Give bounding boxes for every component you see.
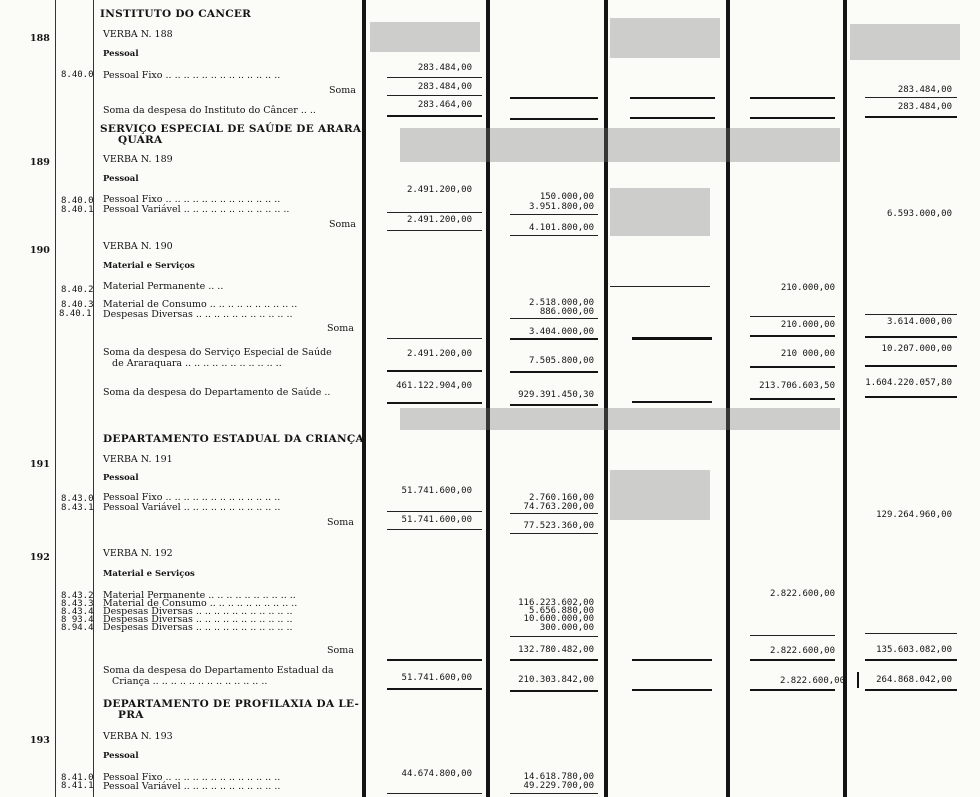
- scan-noise: [850, 24, 960, 60]
- item-value: 5.656.880,00: [528, 606, 594, 616]
- item-value: 116.223.602,00: [518, 598, 594, 608]
- rule: [510, 404, 598, 406]
- category-label: Pessoal: [103, 49, 139, 59]
- item-code: 8.43.3: [61, 599, 94, 609]
- soma-value: 2.822.600,00: [769, 646, 835, 656]
- item-code: 8.43.2: [61, 591, 94, 601]
- section-title-continued: PRA: [118, 709, 144, 721]
- scan-noise: [370, 22, 480, 52]
- verba-number: 189: [30, 157, 50, 168]
- rule: [750, 689, 835, 691]
- verba-label: VERBA N. 190: [103, 241, 173, 252]
- rule: [865, 314, 957, 315]
- rule: [510, 318, 598, 319]
- item-label: Pessoal Fixo .. .. .. .. .. .. .. .. .. .. .. .. ..: [103, 70, 281, 81]
- department-grand-total: 1.604.220.057,80: [865, 378, 952, 388]
- section-total-label: Soma da despesa do Serviço Especial de Saúde: [103, 347, 332, 358]
- rule: [632, 659, 712, 661]
- section-total-value: 51.741.600,00: [401, 673, 472, 683]
- item-code: 8.40.3: [61, 300, 94, 310]
- section-total-label: Soma da despesa do Departamento Estadual da: [103, 665, 334, 676]
- item-value: 210.000,00: [780, 283, 835, 293]
- soma-label: Soma: [327, 645, 354, 656]
- department-total-label: Soma da despesa do Departamento de Saúde ..: [103, 387, 331, 398]
- rule: [750, 117, 835, 119]
- soma-value: 283.484,00: [417, 82, 472, 92]
- verba-number: 193: [30, 735, 50, 746]
- item-label: Pessoal Variável .. .. .. .. .. .. .. .. .. .. ..: [103, 502, 281, 513]
- rule: [510, 118, 598, 120]
- code-column-rule: [55, 0, 56, 797]
- rule: [865, 97, 957, 98]
- item-value: 300.000,00: [539, 623, 594, 633]
- item-label: Despesas Diversas .. .. .. .. .. .. .. .. .. .. ..: [103, 614, 293, 625]
- verba-label: VERBA N. 191: [103, 454, 173, 465]
- department-total-value: 461.122.904,00: [396, 381, 472, 391]
- section-total-label-continued: Criança .. .. .. .. .. .. .. .. .. .. .. .. ..: [112, 676, 268, 687]
- item-label: Pessoal Variável .. .. .. .. .. .. .. .. .. .. ..: [103, 781, 281, 792]
- rule: [865, 396, 957, 398]
- item-value: 2.491.200,00: [406, 185, 472, 195]
- rule: [630, 97, 715, 99]
- item-value: 283.484,00: [417, 63, 472, 73]
- item-value: 886.000,00: [539, 307, 594, 317]
- section-total-value: 7.505.800,00: [528, 356, 594, 366]
- item-label: Pessoal Variável .. .. .. .. .. .. .. .. .. .. .. ..: [103, 204, 290, 215]
- rule: [610, 286, 710, 287]
- item-code: 8.40.1: [61, 205, 94, 215]
- rule: [510, 97, 598, 99]
- rule: [750, 398, 835, 400]
- rule: [387, 529, 482, 530]
- item-code: 8 93.4: [61, 615, 94, 625]
- category-label: Material e Serviços: [103, 569, 195, 579]
- item-value: 2.518.000,00: [528, 298, 594, 308]
- item-label: Material Permanente .. .. .. .. .. .. .. .. .. ..: [103, 590, 296, 601]
- verba-number: 192: [30, 552, 50, 563]
- rule: [387, 338, 482, 339]
- section-total-value: 2.491.200,00: [406, 349, 472, 359]
- verba-number: 190: [30, 245, 50, 256]
- verba-label: VERBA N. 192: [103, 548, 173, 559]
- rule: [510, 371, 598, 373]
- item-value: 44.674.800,00: [401, 769, 472, 779]
- item-code: 8.41.0: [61, 773, 94, 783]
- verba-number: 188: [30, 33, 50, 44]
- item-label: Despesas Diversas .. .. .. .. .. .. .. .. .. .. ..: [103, 309, 293, 320]
- item-value: 51.741.600,00: [401, 486, 472, 496]
- rule: [387, 115, 482, 117]
- rule: [865, 336, 957, 338]
- rule: [387, 511, 482, 512]
- item-label: Despesas Diversas .. .. .. .. .. .. .. .. .. .. ..: [103, 622, 293, 633]
- section-title-continued: QUARA: [118, 134, 163, 146]
- section-total-value: 210.303.842,00: [518, 675, 594, 685]
- soma-value: 51.741.600,00: [401, 515, 472, 525]
- item-label: Pessoal Fixo .. .. .. .. .. .. .. .. .. .. .. .. ..: [103, 772, 281, 783]
- item-label: Pessoal Fixo .. .. .. .. .. .. .. .. .. .. .. .. ..: [103, 194, 281, 205]
- item-value: 10.600.000,00: [523, 614, 594, 624]
- rule: [387, 230, 482, 231]
- section-grand-total: 264.868.042,00: [876, 675, 952, 685]
- section-total-label: Soma da despesa do Instituto do Câncer .. ..: [103, 105, 316, 116]
- rule: [750, 97, 835, 99]
- scan-noise: [610, 18, 720, 58]
- verba-label: VERBA N. 189: [103, 154, 173, 165]
- rule: [750, 366, 835, 368]
- rule: [387, 77, 482, 78]
- rule: [865, 633, 957, 634]
- rule: [387, 95, 482, 96]
- soma-value: 132.780.482,00: [518, 645, 594, 655]
- scan-noise: [610, 470, 710, 520]
- soma-total-value: 129.264.960,00: [876, 510, 952, 520]
- item-code: 8.43.1: [61, 503, 94, 513]
- section-grand-total: 10.207.000,00: [881, 344, 952, 354]
- rule: [632, 689, 712, 691]
- item-code: 8.40.2: [61, 285, 94, 295]
- item-value: 3.951.800,00: [528, 202, 594, 212]
- soma-label: Soma: [327, 517, 354, 528]
- soma-label: Soma: [329, 219, 356, 230]
- item-label: Material Permanente .. ..: [103, 281, 224, 292]
- item-code: 8.40.0: [61, 70, 94, 80]
- item-label: Material de Consumo .. .. .. .. .. .. .. .. .. ..: [103, 299, 298, 310]
- rule: [510, 793, 598, 794]
- column-rule-3: [604, 0, 608, 797]
- rule: [510, 690, 598, 692]
- soma-label: Soma: [327, 323, 354, 334]
- section-title: SERVIÇO ESPECIAL DE SAÚDE DE ARARA-: [100, 123, 367, 135]
- item-label: Despesas Diversas .. .. .. .. .. .. .. .. .. .. ..: [103, 606, 293, 617]
- scan-noise: [400, 408, 840, 430]
- rule: [387, 402, 482, 404]
- soma-value: 77.523.360,00: [523, 521, 594, 531]
- rule: [387, 793, 482, 794]
- item-value: 2.822.600,00: [769, 589, 835, 599]
- item-code: 8.41.1: [61, 781, 94, 791]
- section-grand-total: 283.484,00: [897, 102, 952, 112]
- rule: [865, 365, 957, 367]
- rule: [632, 401, 712, 403]
- item-value: 150.000,00: [539, 192, 594, 202]
- rule: [865, 659, 957, 661]
- rule: [865, 689, 957, 691]
- section-title: INSTITUTO DO CANCER: [100, 8, 252, 20]
- section-total-value: 2.822.600,00: [779, 676, 845, 686]
- rule: [630, 117, 715, 119]
- rule: [750, 335, 835, 337]
- item-code: 8.40.1: [59, 309, 92, 319]
- rule: [510, 636, 598, 637]
- section-total-value: 283.464,00: [417, 100, 472, 110]
- rule: [510, 338, 598, 340]
- soma-value: 210.000,00: [780, 320, 835, 330]
- rule: [750, 635, 835, 636]
- rule: [387, 659, 482, 661]
- rule: [510, 533, 598, 534]
- soma-value: 2.491.200,00: [406, 215, 472, 225]
- item-code: 8.40.0: [61, 196, 94, 206]
- scan-noise: [400, 128, 840, 162]
- rule: [632, 337, 712, 340]
- item-code: 8.43.4: [61, 607, 94, 617]
- rule: [510, 214, 598, 215]
- section-total-label-continued: de Araraquara .. .. .. .. .. .. .. .. .. .. ..: [112, 358, 282, 369]
- rule: [510, 235, 598, 236]
- soma-value: 3.404.000,00: [528, 327, 594, 337]
- rule: [750, 659, 835, 661]
- rule: [510, 659, 598, 661]
- item-label: Pessoal Fixo .. .. .. .. .. .. .. .. .. .. .. .. ..: [103, 492, 281, 503]
- category-label: Material e Serviços: [103, 261, 195, 271]
- section-title: DEPARTAMENTO ESTADUAL DA CRIANÇA: [103, 433, 364, 445]
- category-label: Pessoal: [103, 751, 139, 761]
- department-total-value: 213.706.603,50: [759, 381, 835, 391]
- item-label: Material de Consumo .. .. .. .. .. .. .. .. .. ..: [103, 598, 298, 609]
- soma-total-value: 283.484,00: [897, 85, 952, 95]
- verba-label: VERBA N. 193: [103, 731, 173, 742]
- category-label: Pessoal: [103, 473, 139, 483]
- item-code: 8.94.4: [61, 623, 94, 633]
- soma-total-value: 6.593.000,00: [886, 209, 952, 219]
- item-value: 14.618.780,00: [523, 772, 594, 782]
- soma-label: Soma: [329, 85, 356, 96]
- description-column-rule: [93, 0, 94, 797]
- item-code: 8.43.0: [61, 494, 94, 504]
- verba-label: VERBA N. 188: [103, 29, 173, 40]
- soma-total-value: 135.603.082,00: [876, 645, 952, 655]
- rule: [387, 212, 482, 213]
- rule: [865, 116, 957, 118]
- scan-noise: [610, 188, 710, 236]
- rule: [387, 370, 482, 372]
- section-total-value: 210 000,00: [780, 349, 835, 359]
- item-value: 74.763.200,00: [523, 502, 594, 512]
- item-value: 2.760.160,00: [528, 493, 594, 503]
- soma-value: 4.101.800,00: [528, 223, 594, 233]
- department-total-value: 929.391.450,30: [518, 390, 594, 400]
- rule: [510, 513, 598, 514]
- category-label: Pessoal: [103, 174, 139, 184]
- verba-number: 191: [30, 459, 50, 470]
- soma-total-value: 3.614.000,00: [886, 317, 952, 327]
- rule: [387, 688, 482, 690]
- section-title: DEPARTAMENTO DE PROFILAXIA DA LE-: [103, 698, 360, 710]
- item-value: 49.229.700,00: [523, 781, 594, 791]
